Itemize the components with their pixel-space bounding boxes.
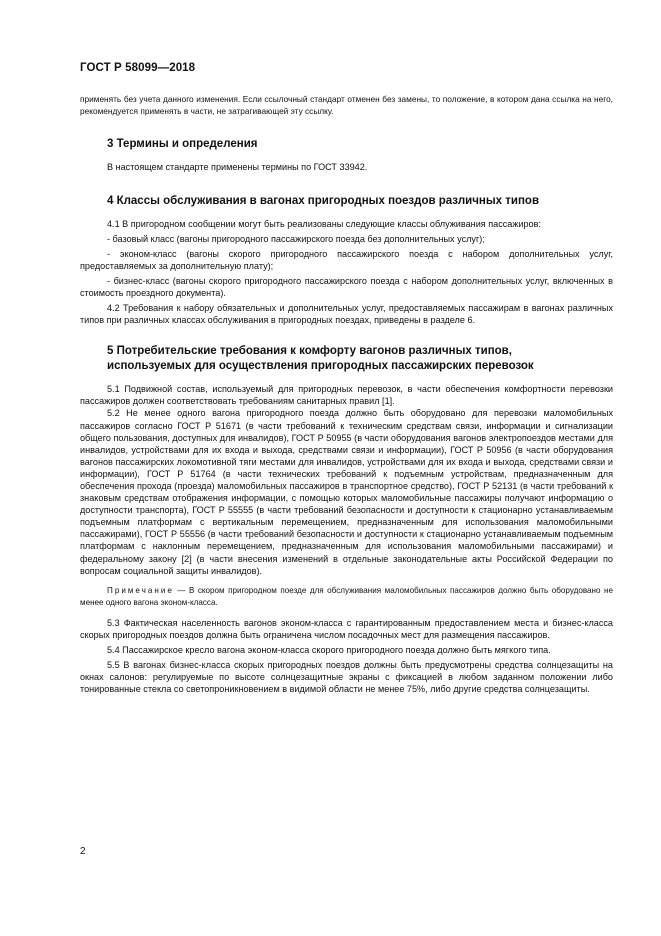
intro-paragraph: применять без учета данного изменения. Если ссылочный стандарт отменен без замены, то положение, в котором дана ссылка на него, рекомендуется применять в части, не затрагивающей эту ссылку. bbox=[80, 94, 613, 117]
document-header: ГОСТ Р 58099—2018 bbox=[80, 62, 196, 74]
section-5-note bbox=[80, 585, 613, 609]
section-3-heading: 3 Термины и определения bbox=[107, 138, 258, 151]
section-5-heading-line-2: используемых для осуществления пригородных пассажирских перевозок bbox=[107, 360, 534, 373]
section-3-text: В настоящем стандарте применены термины по ГОСТ 33942. bbox=[107, 162, 368, 173]
section-5-paragraph-2: 5.2 Не менее одного вагона пригородного поезда должно быть оборудовано для перевозки маломобильных пассажиров согласно ГОСТ Р 51671 (в части требований к техническим средствам связи, информации и сигнализации общего пользования, доступных для инвалидов), ГОСТ Р 50955 (в части оборудования вагонов электропоездов местами для инвалидов, устройствами для их входа и выхода, средствами связи и информации), ГОСТ Р 50956 (в части оборудования вагонов пассажирских локомотивной тяги местами для инвалидов, устройствами для их входа и выхода, средствами связи и информации), ГОСТ Р 51764 (в части технических требований к подъемным устройствам, предназначенным для обеспечения прохода (проезда) маломобильных пассажиров в транспортное средство), ГОСТ Р 52131 (в части требований к знаковым средствам отображения информации, с помощью которых маломобильные пассажиры получают информацию о доступности транспорта), ГОСТ Р 55555 (в части требований безопасности и доступности к стационарно устанавливаемым подъемным платформам с вертикальным перемещением, предназначенным для использования маломобильными пассажирами), ГОСТ Р 55556 (в части требований безопасности и доступности к стационарно устанавливаемым подъемным платформам с наклонным перемещением, предназначенным для использования маломобильными пассажирами) и федеральному закону [2] (в части внесения изменений в отдельные законодательные акты Российской Федерации по вопросам социальной защиты инвалидов). bbox=[80, 408, 613, 576]
section-4-paragraph-1: 4.1 В пригородном сообщении могут быть реализованы следующие классы облуживания пассажиров: bbox=[107, 218, 541, 229]
section-5-heading bbox=[80, 344, 613, 374]
section-4-heading: 4 Классы обслуживания в вагонах пригородных поездов различных типов bbox=[107, 194, 540, 207]
section-5-paragraph-1: 5.1 Подвижной состав, используемый для пригородных перевозок, в части обеспечения комфортности перевозки пассажиров должен соответствовать требованиям санитарных правил [1]. bbox=[80, 384, 613, 407]
note-label: Примечание bbox=[107, 585, 174, 595]
document-body bbox=[80, 93, 613, 695]
note-text: — В скором пригородном поезде для обслуживания маломобильных пассажиров должно быть оборудовано не менее одного вагона эконом-класса. bbox=[80, 585, 613, 607]
page-number: 2 bbox=[80, 846, 86, 857]
section-4-paragraph-2: 4.2 Требования к набору обязательных и дополнительных услуг, предоставляемых пассажирам в вагонах различных типов при различных классах обслуживания в пригородных поездах, приведены в разделе 6. bbox=[80, 303, 613, 326]
section-4-list-item-2: - эконом-класс (вагоны скорого пригородного пассажирского поезда с набором дополнительных услуг, предоставляемых за дополнительную плату); bbox=[80, 248, 613, 271]
section-5-heading-line-1: 5 Потребительские требования к комфорту вагонов различных типов, bbox=[107, 345, 512, 358]
section-5-paragraph-5: 5.5 В вагонах бизнес-класса скорых пригородных поездов должны быть предусмотрены средства солнцезащиты на окнах салонов: регулируемые по высоте солнцезащитные экраны с фиксацией в любом заданном положении либо тонированные стекла со светопроникновением в видимой области не менее 75%, либо другие средства солнцезащиты. bbox=[80, 660, 613, 695]
section-5-paragraph-3: 5.3 Фактическая населенность вагонов эконом-класса с гарантированным предоставлением места и бизнес-класса скорых пригородных поездов должна быть ограничена числом посадочных мест для размещения пассажиров. bbox=[80, 617, 613, 640]
section-5-paragraph-4: 5.4 Пассажирское кресло вагона эконом-класса скорого пригородного поезда должно быть мягкого типа. bbox=[107, 644, 551, 655]
section-4-list-item-1: - базовый класс (вагоны пригородного пассажирского поезда без дополнительных услуг); bbox=[107, 233, 485, 244]
section-4-list-item-3: - бизнес-класс (вагоны скорого пригородного пассажирского поезда с набором дополнительных услуг, включенных в стоимость проездного документа). bbox=[80, 275, 613, 298]
